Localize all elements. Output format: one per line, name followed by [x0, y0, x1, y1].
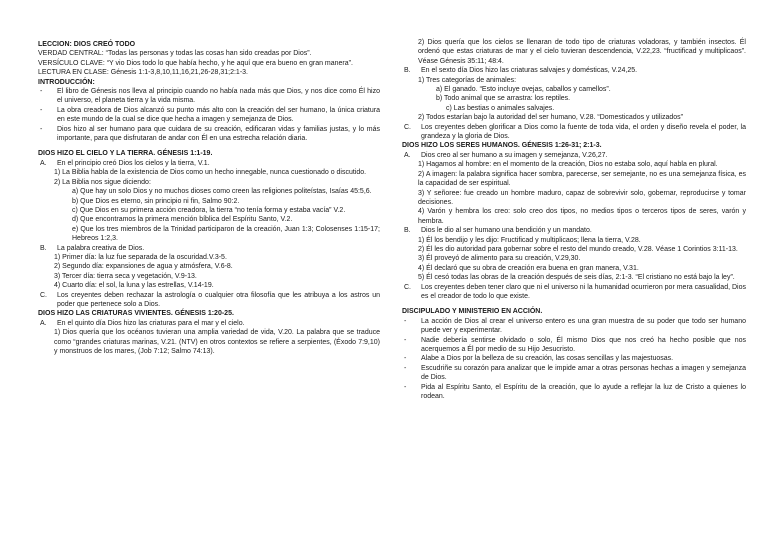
- lettered-item: [402, 151, 746, 160]
- lettered-item: [38, 319, 380, 328]
- right-column: [402, 38, 746, 401]
- item-marker: C.: [404, 123, 411, 131]
- line-text: 3) Tercer día: tierra seca y vegetación, V.9-13.: [54, 272, 197, 280]
- section-heading: [38, 149, 380, 158]
- item-marker: C.: [404, 283, 411, 291]
- line-text: 2) Segundo día: expansiones de agua y atmósfera, V.6-8.: [54, 263, 233, 271]
- line-text: a) El ganado. “Esto incluye ovejas, caballos y camellos”.: [436, 86, 611, 94]
- line-text: 3) Él proveyó de alimento para su creación, V.29,30.: [418, 255, 581, 263]
- line-text: DIOS HIZO LAS CRIATURAS VIVIENTES. GÉNESIS 1:20-25.: [38, 310, 234, 318]
- numbered-item: [38, 178, 380, 187]
- section-heading: [402, 307, 746, 316]
- item-marker: -: [404, 336, 407, 344]
- numbered-item: [402, 160, 746, 169]
- line-text: 1) Tres categorías de animales:: [418, 76, 517, 84]
- line-text: Nadie debería sentirse olvidado o solo, Él mismo Dios que nos creó ha hecho posible que nos acerquemos a Él por medio de su Hijo Jesucristo.: [421, 336, 746, 353]
- subitem: [402, 94, 746, 103]
- item-marker: -: [40, 125, 43, 133]
- line-text: 2) Dios quería que los cielos se llenaran de todo tipo de criaturas voladoras, y también insectos. Él ordenó que estas criaturas de mar y el cielo tuvieran descendencia, V.22,23. “fructificad y multiplicaos”. Véase Génesis 35:11; 48:4.: [418, 39, 746, 65]
- line-text: Alabe a Dios por la belleza de su creación, las cosas sencillas y las majestuosas.: [421, 355, 674, 363]
- lettered-item: [38, 244, 380, 253]
- subitem: [38, 215, 380, 224]
- numbered-item: [402, 38, 746, 66]
- line-text: 1) Hagamos al hombre: en el momento de la creación, Dios no estaba solo, aquí habla en plural.: [418, 161, 718, 169]
- line-text: 1) Primer día: la luz fue separada de la oscuridad.V.3-5.: [54, 253, 227, 261]
- numbered-item: [402, 236, 746, 245]
- item-marker: -: [40, 106, 43, 114]
- line-text: En el sexto día Dios hizo las criaturas salvajes y domésticas, V.24,25.: [421, 67, 638, 75]
- line-text: DISCIPULADO Y MINISTERIO EN ACCIÓN.: [402, 308, 543, 316]
- text-line: [38, 49, 380, 58]
- line-text: La acción de Dios al crear el universo entero es una gran muestra de su poder que todo ser humano puede ver y experimentar.: [421, 317, 746, 335]
- line-text: La palabra creativa de Dios.: [57, 244, 145, 252]
- subitem: [402, 85, 746, 94]
- numbered-item: [38, 168, 380, 177]
- lettered-item: [402, 66, 746, 75]
- line-text: LECTURA EN CLASE: Génesis 1:1-3,8,10,11,16,21,26-28,31;2:1-3.: [38, 69, 248, 77]
- item-marker: B.: [40, 244, 47, 252]
- item-marker: -: [404, 355, 407, 363]
- numbered-item: [402, 189, 746, 208]
- line-text: Dios le dio al ser humano una bendición y un mandato.: [421, 227, 592, 235]
- line-text: El libro de Génesis nos lleva al principio cuando no había nada más que Dios, y nos dice como Él hizo el universo, el planeta tierra y la vida misma.: [57, 88, 380, 105]
- numbered-item: [38, 272, 380, 281]
- bullet-item: [38, 106, 380, 125]
- bullet-item: [402, 354, 746, 363]
- lettered-item: [402, 123, 746, 142]
- numbered-item: [402, 207, 746, 226]
- text-line: [38, 59, 380, 68]
- bullet-item: [402, 317, 746, 336]
- subitem: [402, 104, 746, 113]
- line-text: Escudriñe su corazón para analizar que le impide amar a otras personas hechas a imagen y semejanza de Dios.: [421, 364, 746, 382]
- bullet-item: [38, 87, 380, 106]
- numbered-item: [402, 254, 746, 263]
- item-marker: A.: [40, 159, 47, 167]
- lettered-item: [38, 291, 380, 310]
- section-heading: [38, 40, 380, 49]
- line-text: DIOS HIZO EL CIELO Y LA TIERRA. GÉNESIS 1:1-19.: [38, 150, 213, 158]
- line-text: Los creyentes deben glorificar a Dios como la fuente de toda vida, el orden y diseño revela el poder, la grandeza y la gloria de Dios.: [421, 123, 746, 141]
- numbered-item: [402, 170, 746, 189]
- line-text: 2) A imagen: la palabra significa hacer sombra, parecerse, ser semejante, no es una semejanza física, es la capacidad de ser espiritual.: [418, 170, 746, 188]
- subitem: [38, 197, 380, 206]
- line-text: La obra creadora de Dios alcanzó su punto más alto con la creación del ser humano, la única criatura en este mundo de la cual se dice que hecha a imagen y semejanza de Dios.: [57, 106, 380, 124]
- line-text: En el principio creó Dios los cielos y la tierra, V.1.: [57, 159, 210, 167]
- numbered-item: [402, 76, 746, 85]
- item-marker: A.: [40, 319, 47, 327]
- line-text: b) Todo animal que se arrastra: los reptiles.: [436, 95, 571, 103]
- line-text: 2) Todos estarían bajo la autoridad del ser humano, V.28. “Domesticados y utilizados”: [418, 114, 683, 122]
- line-text: c) Las bestias o animales salvajes.: [446, 104, 555, 112]
- item-marker: A.: [404, 151, 411, 159]
- item-marker: -: [40, 88, 43, 96]
- line-text: c) Que Dios en su primera acción creadora, la tierra “no tenía forma y estaba vacía” V.2.: [72, 206, 346, 214]
- line-text: Dios hizo al ser humano para que cuidara de su creación, edificaran vidas y familias justas, y lo más importante, para que disfrutaran de andar con Él en una estrecha relación diaria.: [57, 125, 380, 143]
- line-text: DIOS HIZO LOS SERES HUMANOS. GÉNESIS 1:26-31; 2:1-3.: [402, 142, 602, 150]
- item-marker: C.: [40, 291, 47, 299]
- lettered-item: [402, 283, 746, 302]
- line-text: Los creyentes deben rechazar la astrología o cualquier otra filosofía que les atribuya a los astros un poder que pertenece solo a Dios.: [57, 291, 380, 308]
- line-text: a) Que hay un solo Dios y no muchos dioses como creen las religiones politeístas, Isaías 45:5,6.: [72, 188, 372, 196]
- line-text: 4) Cuarto día: el sol, la luna y las estrellas, V.14-19.: [54, 282, 214, 290]
- line-text: 5) Él cesó todas las obras de la creación después de seis días, 2:1-3. “El cristiano no está bajo la ley”.: [418, 274, 735, 282]
- subitem: [38, 225, 380, 244]
- subitem: [38, 206, 380, 215]
- line-text: 2) La Biblia nos sigue diciendo:: [54, 178, 151, 186]
- line-text: VERSÍCULO CLAVE: “Y vio Dios todo lo que había hecho, y he aquí que era bueno en gran manera”.: [38, 59, 353, 67]
- subitem: [38, 187, 380, 196]
- item-marker: -: [404, 317, 407, 325]
- lettered-item: [38, 159, 380, 168]
- numbered-item: [402, 245, 746, 254]
- item-marker: -: [404, 383, 407, 391]
- line-text: Los creyentes deben tener claro que ni el universo ni la humanidad ocurrieron por mera casualidad, Dios es el creador de todo lo que existe.: [421, 283, 746, 300]
- line-text: 4) Él declaró que su obra de creación era buena en gran manera, V.31.: [418, 264, 639, 272]
- line-text: INTRODUCCIÓN:: [38, 78, 95, 86]
- numbered-item: [402, 264, 746, 273]
- section-heading: [38, 309, 380, 318]
- line-text: 4) Varón y hembra los creo: solo creo dos tipos, no medios tipos o terceros tipos de seres, varón y hembra.: [418, 208, 746, 225]
- line-text: LECCION: DIOS CREÓ TODO: [38, 41, 136, 48]
- item-marker: B.: [404, 67, 411, 75]
- numbered-item: [402, 113, 746, 122]
- item-marker: -: [404, 364, 407, 372]
- line-text: 1) Él los bendijo y les dijo: Fructificad y multiplicaos; llena la tierra, V.28.: [418, 236, 641, 244]
- numbered-item: [402, 273, 746, 282]
- line-text: 1) Dios quería que los océanos tuvieran una amplia variedad de vida, V.20. La palabra que se traduce como “grandes criaturas marinas, V.21. (NTV) en otros contextos se refiere a serpientes, (Éxodo 7:9,10) y monstruos de los mares, (Job 7:12; Salmo 74:13).: [54, 329, 380, 355]
- numbered-item: [38, 328, 380, 356]
- line-text: 2) Él les dio autoridad para gobernar sobre el resto del mundo creado, V.28. Véase 1 Corintios 3:11-13.: [418, 245, 738, 253]
- line-text: En el quinto día Dios hizo las criaturas para el mar y el cielo.: [57, 319, 245, 327]
- section-heading: [38, 78, 380, 87]
- line-text: 1) La Biblia habla de la existencia de Dios como un hecho innegable, nunca cuestionado o discutido.: [54, 169, 367, 177]
- left-column: [38, 40, 380, 356]
- line-text: Pida al Espíritu Santo, el Espíritu de la creación, que lo ayude a reflejar la luz de Cristo a quienes lo rodean.: [421, 383, 746, 401]
- line-text: 3) Y señoree: fue creado un hombre maduro, capaz de sobrevivir solo, gobernar, reproducirse y tomar decisiones.: [418, 189, 746, 206]
- line-text: e) Que los tres miembros de la Trinidad participaron de la creación, Juan 1:3; Colosenses 1:15-17; Hebreos 1:2,3.: [72, 225, 380, 243]
- section-heading: [402, 141, 746, 150]
- lettered-item: [402, 226, 746, 235]
- bullet-item: [402, 364, 746, 383]
- bullet-item: [402, 383, 746, 402]
- line-text: VERDAD CENTRAL: “Todas las personas y todas las cosas han sido creadas por Dios”.: [38, 50, 312, 58]
- text-line: [38, 68, 380, 77]
- bullet-item: [402, 336, 746, 355]
- numbered-item: [38, 253, 380, 262]
- numbered-item: [38, 262, 380, 271]
- line-text: b) Que Dios es eterno, sin principio ni fin, Salmo 90:2.: [72, 197, 240, 205]
- line-text: d) Que encontramos la primera mención bíblica del Espíritu Santo, V.2.: [72, 216, 293, 224]
- bullet-item: [38, 125, 380, 144]
- line-text: Dios creo al ser humano a su imagen y semejanza, V.26,27.: [421, 151, 608, 159]
- item-marker: B.: [404, 227, 411, 235]
- numbered-item: [38, 281, 380, 290]
